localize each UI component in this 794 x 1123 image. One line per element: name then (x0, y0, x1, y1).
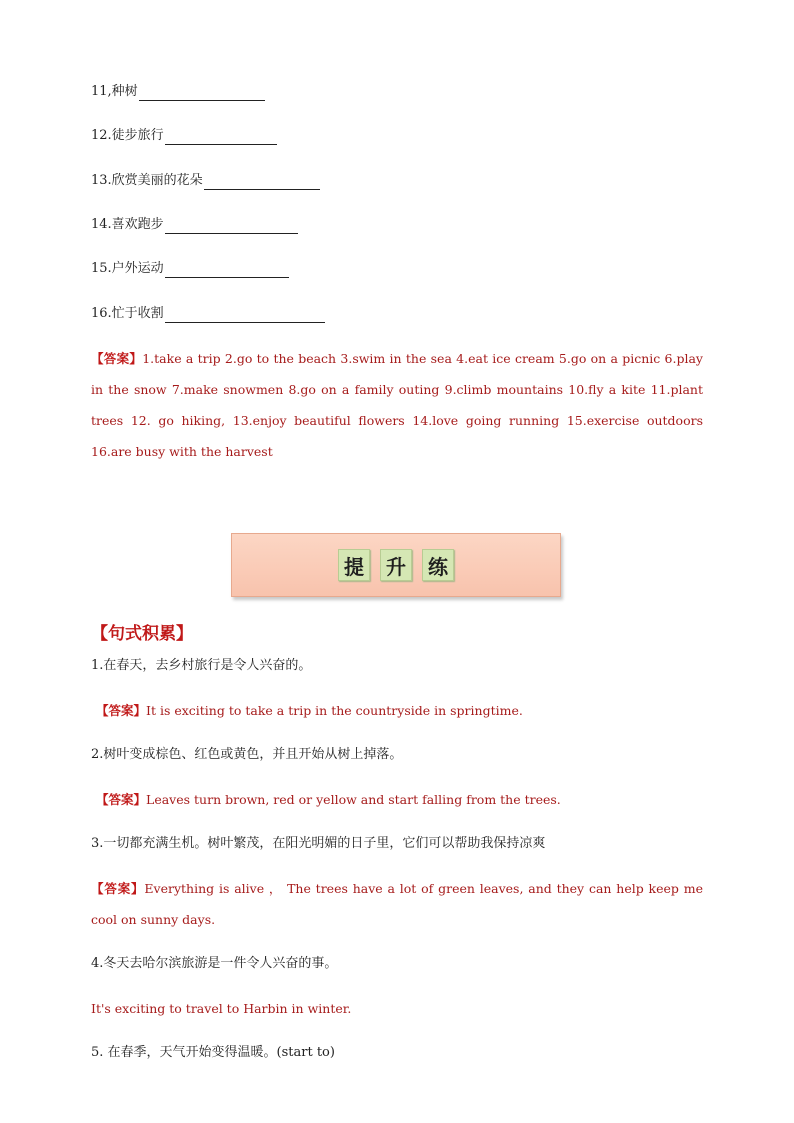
answer-text: Leaves turn brown, red or yellow and start falling from the trees. (146, 792, 561, 807)
question-2: 2.树叶变成棕色、红色或黄色，并且开始从树上掉落。 (91, 747, 403, 762)
vocab-prompt: 11,种树 (91, 84, 138, 99)
answer-2 (96, 791, 561, 809)
vocab-prompt: 16.忙于收割 (91, 306, 164, 321)
question-1: 1.在春天，去乡村旅行是令人兴奋的。 (91, 658, 312, 673)
answer-label: 【答案】 (96, 792, 147, 807)
vocab-prompt: 14.喜欢跑步 (91, 217, 164, 232)
vocab-item-13 (91, 172, 320, 190)
answer-text: It is exciting to take a trip in the countryside in springtime. (146, 703, 523, 718)
answer-blank[interactable] (165, 308, 325, 323)
question-5: 5. 在春季，天气开始变得温暖。(start to) (91, 1045, 335, 1060)
question-3: 3.一切都充满生机。树叶繁茂，在阳光明媚的日子里，它们可以帮助我保持凉爽 (91, 836, 546, 851)
vocab-answer-key (91, 343, 703, 467)
answer-3 (91, 873, 703, 935)
banner-char: 提 (338, 549, 370, 581)
answer-label: 【答案】 (91, 881, 145, 896)
answer-blank[interactable] (165, 263, 289, 278)
answer-text: 1.take a trip 2.go to the beach 3.swim in the sea 4.eat ice cream 5.go on a picnic 6.play in the snow 7.make snowmen 8.go on a family outing 9.climb mountains 10.fly a kite 11.plant trees 12. go hiking, 13.enjoy beautiful flowers 14.love going running 15.exercise outdoors 16.are busy with the harvest (91, 351, 703, 459)
answer-blank[interactable] (165, 130, 277, 145)
answer-4: It's exciting to travel to Harbin in winter. (91, 1001, 352, 1016)
vocab-item-11 (91, 83, 265, 101)
answer-blank[interactable] (204, 175, 320, 190)
section-title: 【句式积累】 (91, 624, 193, 644)
vocab-item-12 (91, 127, 277, 145)
question-4: 4.冬天去哈尔滨旅游是一件令人兴奋的事。 (91, 956, 338, 971)
vocab-prompt: 15.户外运动 (91, 261, 164, 276)
answer-label: 【答案】 (91, 351, 143, 366)
banner-char: 升 (380, 549, 412, 581)
vocab-item-15 (91, 260, 289, 278)
section-banner (231, 533, 561, 597)
answer-1 (96, 702, 523, 720)
answer-label: 【答案】 (96, 703, 147, 718)
vocab-item-16 (91, 305, 325, 323)
vocab-item-14 (91, 216, 298, 234)
vocab-prompt: 13.欣赏美丽的花朵 (91, 173, 203, 188)
vocab-prompt: 12.徒步旅行 (91, 128, 164, 143)
banner-char: 练 (422, 549, 454, 581)
answer-text: Everything is alive ， The trees have a lot of green leaves, and they can help keep me cool on sunny days. (91, 881, 703, 927)
answer-blank[interactable] (165, 219, 298, 234)
answer-blank[interactable] (139, 86, 265, 101)
